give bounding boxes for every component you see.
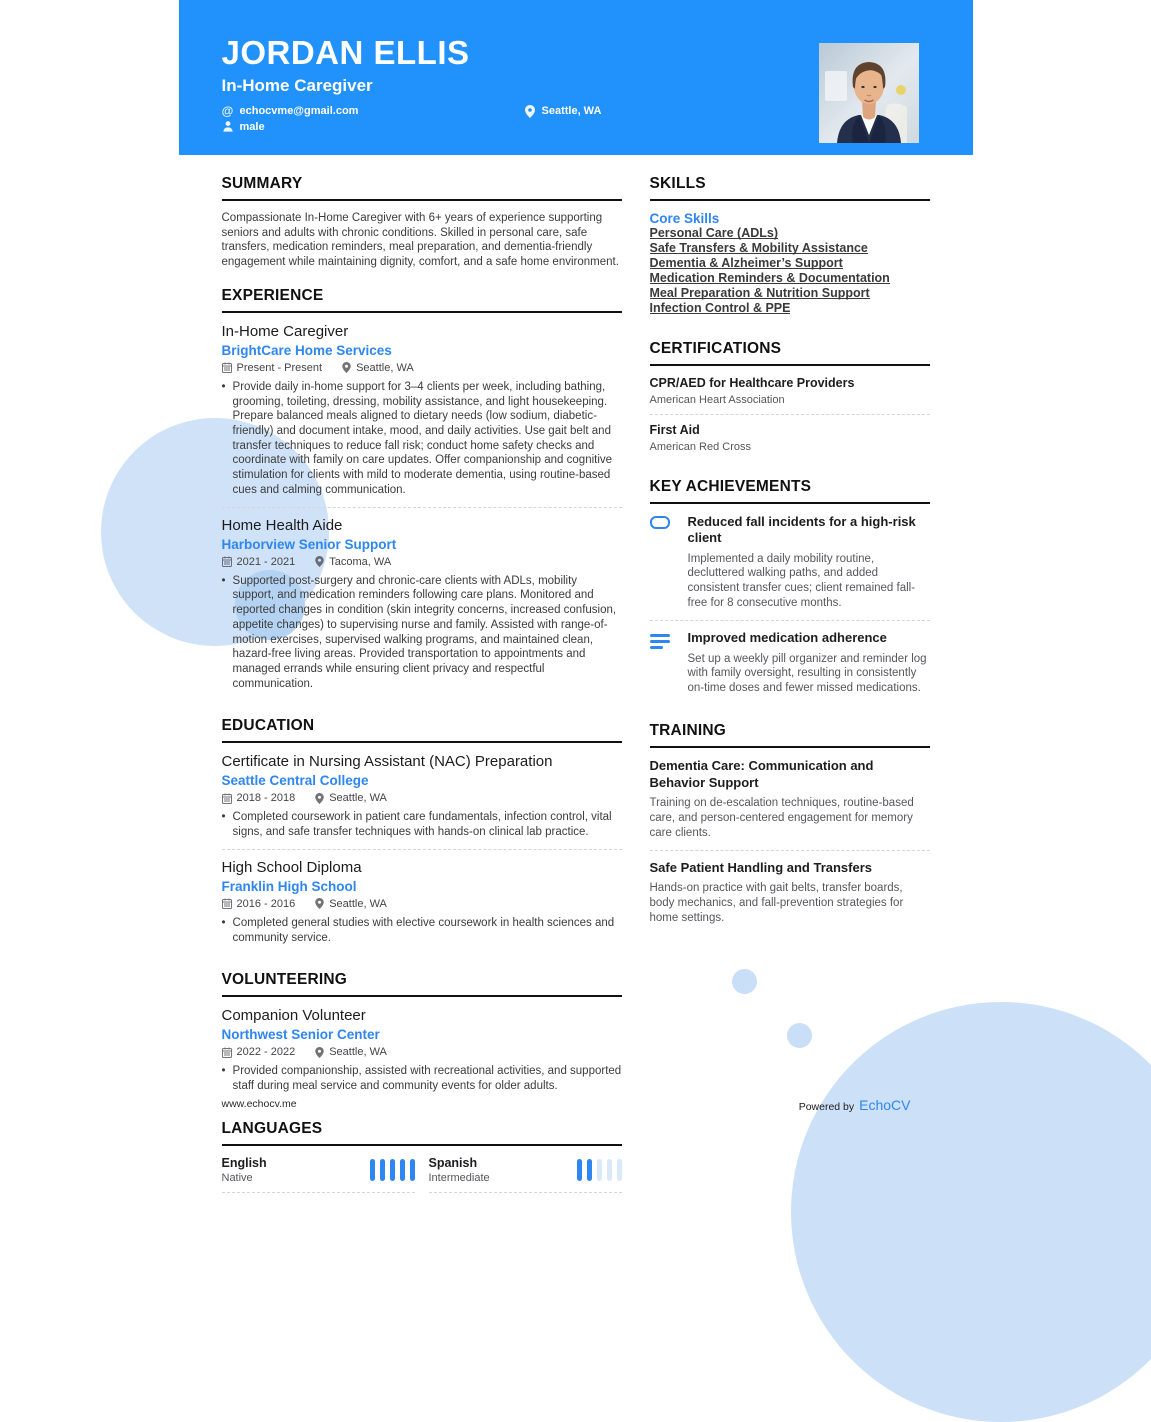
person-name: JORDAN ELLIS — [222, 36, 930, 71]
location-pin-icon — [315, 898, 324, 909]
bullet-marker: • — [222, 380, 226, 498]
skill-item: Dementia & Alzheimer’s Support — [650, 263, 843, 269]
location-value: Seattle, WA — [542, 105, 602, 117]
achievement-title: Improved medication adherence — [688, 630, 930, 646]
languages-heading: LANGUAGES — [222, 1120, 622, 1146]
achievements-heading: KEY ACHIEVEMENTS — [650, 478, 930, 504]
location-pin-icon — [315, 793, 324, 804]
training-title: Safe Patient Handling and Transfers — [650, 860, 930, 876]
bullet-marker: • — [222, 810, 226, 839]
entry-organization: BrightCare Home Services — [222, 343, 622, 358]
skill-item: Medication Reminders & Documentation — [650, 278, 890, 284]
section-certifications — [650, 340, 930, 461]
language-level: Native — [222, 1172, 267, 1184]
certification-item — [650, 423, 930, 461]
section-training — [650, 722, 930, 934]
training-item — [650, 758, 930, 850]
calendar-icon — [222, 556, 232, 567]
training-title: Dementia Care: Communication and Behavior Support — [650, 758, 930, 791]
achievement-text: Implemented a daily mobility routine, decluttered walking paths, and added consistent transfer cues; client remained fall-free for 8 consecutive months. — [688, 552, 930, 612]
bullet-marker: • — [222, 1064, 226, 1093]
calendar-icon — [222, 898, 232, 909]
resume-page — [179, 0, 973, 1123]
email-contact[interactable] — [222, 105, 524, 117]
entry-dates: Present - Present — [222, 362, 323, 374]
certification-issuer: American Heart Association — [650, 394, 930, 406]
section-education — [222, 717, 622, 954]
entry-location: Seattle, WA — [315, 1046, 387, 1058]
skill-item: Safe Transfers & Mobility Assistance — [650, 248, 868, 254]
entry-title: Home Health Aide — [222, 517, 622, 534]
section-skills — [650, 175, 930, 323]
section-experience — [222, 287, 622, 701]
entry-title: Certificate in Nursing Assistant (NAC) Preparation — [222, 753, 622, 770]
summary-heading: SUMMARY — [222, 175, 622, 201]
section-volunteering — [222, 971, 622, 1102]
language-item — [222, 1156, 415, 1193]
email-icon: @ — [222, 105, 234, 117]
entry-organization: Franklin High School — [222, 879, 622, 894]
experience-entry — [222, 323, 622, 508]
certification-title: CPR/AED for Healthcare Providers — [650, 376, 930, 390]
location-pin-icon — [342, 362, 351, 373]
entry-bullet: Completed general studies with elective coursework in health sciences and community service. — [233, 916, 622, 945]
entry-title: In-Home Caregiver — [222, 323, 622, 340]
powered-by — [799, 1097, 911, 1113]
bullet-marker: • — [222, 574, 226, 692]
experience-heading: EXPERIENCE — [222, 287, 622, 313]
achievement-text: Set up a weekly pill organizer and reminder log with family oversight, resulting in consistently on-time doses and fewer missed medications. — [688, 652, 930, 697]
entry-dates: 2022 - 2022 — [222, 1046, 296, 1058]
certification-issuer: American Red Cross — [650, 441, 930, 453]
training-heading: TRAINING — [650, 722, 930, 748]
entry-bullet: Completed coursework in patient care fundamentals, infection control, vital signs, and safe transfer techniques with hands-on clinical lab practice. — [233, 810, 622, 839]
powered-by-label: Powered by — [799, 1101, 854, 1113]
section-summary — [222, 175, 622, 270]
entry-location: Seattle, WA — [342, 362, 414, 374]
entry-organization: Northwest Senior Center — [222, 1027, 622, 1042]
person-icon — [222, 121, 234, 132]
right-column — [650, 175, 930, 1210]
entry-location: Seattle, WA — [315, 898, 387, 910]
entry-title: High School Diploma — [222, 859, 622, 876]
email-value: echocvme@gmail.com — [240, 105, 359, 117]
bullet-marker: • — [222, 916, 226, 945]
entry-bullet: Supported post-surgery and chronic-care clients with ADLs, mobility support, and medication reminders following care plans. Monitored and reported changes in condition (skin integrity concerns, increased confusion, appetite changes) to supervising nurse and family. Assisted with range-of-motion exercises, supervised walking programs, and maintained clean, hazard-free living areas. Provided transportation to appointments and managed errands while ensuring client privacy and respectful communication. — [233, 574, 622, 692]
language-item — [429, 1156, 622, 1193]
language-proficiency-bars — [370, 1159, 415, 1181]
achievement-item — [650, 514, 930, 621]
entry-location: Seattle, WA — [315, 792, 387, 804]
location-pin-icon — [315, 556, 324, 567]
achievement-title: Reduced fall incidents for a high-risk client — [688, 514, 930, 547]
experience-entry — [222, 517, 622, 701]
list-icon — [650, 630, 676, 696]
certification-title: First Aid — [650, 423, 930, 437]
education-entry — [222, 859, 622, 954]
language-name: English — [222, 1156, 267, 1170]
training-item — [650, 860, 930, 935]
location-pin-icon — [315, 1047, 324, 1058]
entry-dates: 2021 - 2021 — [222, 556, 296, 568]
section-achievements — [650, 478, 930, 705]
language-name: Spanish — [429, 1156, 490, 1170]
gender-contact — [222, 121, 265, 133]
entry-location: Tacoma, WA — [315, 556, 391, 568]
entry-bullet: Provide daily in-home support for 3–4 clients per week, including bathing, grooming, toileting, dressing, mobility assistance, and light housekeeping. Prepare balanced meals aligned to dietary needs (low sodium, diabetic-friendly) and document intake, mood, and daily activities. Use gait belt and transfer techniques to reduce fall risk; conduct home safety checks and coordinate with family on care updates. Offer companionship and cognitive stimulation for clients with mild to moderate dementia, using routine-based cues and calming communication. — [233, 380, 622, 498]
training-text: Training on de-escalation techniques, routine-based care, and person-centered engagement for memory care clients. — [650, 796, 930, 841]
entry-organization: Harborview Senior Support — [222, 537, 622, 552]
language-proficiency-bars — [577, 1159, 622, 1181]
education-heading: EDUCATION — [222, 717, 622, 743]
skills-group-label: Core Skills — [650, 211, 930, 226]
battery-icon — [650, 514, 676, 611]
gender-value: male — [240, 121, 265, 133]
location-pin-icon — [524, 105, 536, 118]
achievement-item — [650, 630, 930, 705]
section-languages — [222, 1120, 622, 1193]
entry-title: Companion Volunteer — [222, 1007, 622, 1024]
skill-item: Infection Control & PPE — [650, 308, 791, 314]
entry-organization: Seattle Central College — [222, 773, 622, 788]
volunteering-heading: VOLUNTEERING — [222, 971, 622, 997]
training-text: Hands-on practice with gait belts, transfer boards, body mechanics, and fall-prevention strategies for home settings. — [650, 881, 930, 926]
entry-bullet: Provided companionship, assisted with recreational activities, and supported staff during meal service and community events for older adults. — [233, 1064, 622, 1093]
skill-item: Personal Care (ADLs) — [650, 233, 779, 239]
left-column — [222, 175, 622, 1210]
entry-dates: 2016 - 2016 — [222, 898, 296, 910]
location-contact — [524, 105, 602, 118]
entry-dates: 2018 - 2018 — [222, 792, 296, 804]
website-link[interactable]: www.echocv.me — [222, 1098, 297, 1110]
certifications-heading: CERTIFICATIONS — [650, 340, 930, 366]
calendar-icon — [222, 362, 232, 373]
summary-text: Compassionate In-Home Caregiver with 6+ years of experience supporting seniors and adults with chronic conditions. Skilled in personal care, safe transfers, medication reminders, meal preparation, and dementia-friendly engagement while maintaining dignity, comfort, and a safe home environment. — [222, 211, 622, 270]
education-entry — [222, 753, 622, 849]
certification-item — [650, 376, 930, 415]
calendar-icon — [222, 793, 232, 804]
calendar-icon — [222, 1047, 232, 1058]
volunteering-entry — [222, 1007, 622, 1102]
skill-item: Meal Preparation & Nutrition Support — [650, 293, 870, 299]
language-level: Intermediate — [429, 1172, 490, 1184]
header-banner — [179, 0, 973, 155]
skills-heading: SKILLS — [650, 175, 930, 201]
echocv-brand-link[interactable]: EchoCV — [859, 1097, 910, 1113]
job-title: In-Home Caregiver — [222, 76, 930, 96]
profile-photo — [819, 43, 919, 143]
